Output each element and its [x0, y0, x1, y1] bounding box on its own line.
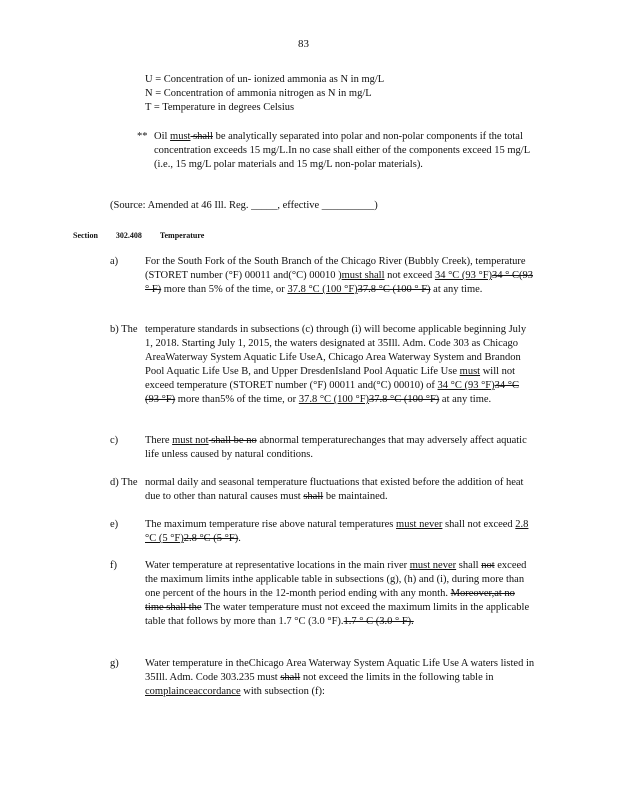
subsection-label: b) The	[110, 324, 138, 335]
subsection-e: e) The maximum temperature rise above natural temperatures must never shall not exceed 2.8 °C (5 °F)2.8 °C (5 °F).	[110, 519, 529, 544]
subsection-label: d) The	[110, 477, 138, 488]
subsection-d: d) The normal daily and seasonal temperature fluctuations that existed before the addition of heat due to other than natural causes must shall be maintained.	[110, 477, 524, 502]
section-heading	[73, 229, 222, 243]
source-note: (Source: Amended at 46 Ill. Reg. _____, effective __________)	[110, 200, 378, 211]
section-label: Section	[73, 231, 98, 240]
variable-definitions	[145, 73, 384, 115]
definition-u: U = Concentration of un- ionized ammonia as N in mg/L	[145, 74, 385, 85]
subsection-c: c) There must not shall be no abnormal temperaturechanges that may adversely affect aquatic life unless caused by natural conditions.	[110, 435, 527, 460]
definition-n: N = Concentration of ammonia nitrogen as N in mg/L	[145, 88, 372, 99]
subsection-a: a) For the South Fork of the South Branch of the Chicago River (Bubbly Creek), temperature (STORET number (°F) 00011 and(°C) 00010 )must shall not exceed 34 °C (93 °F)34 ° C(93 ° F) more than 5% of the time, or 37.8 °C (100 °F)37.8 °C (100 ° F) at any time.	[110, 256, 533, 295]
subsection-label: a)	[110, 256, 119, 267]
footnote-marker: **	[137, 131, 148, 142]
page-number: 83	[298, 38, 309, 50]
definition-t: T = Temperature in degrees Celsius	[145, 102, 295, 113]
subsection-label: g)	[110, 658, 119, 669]
subsection-label: c)	[110, 435, 119, 446]
section-title: Temperature	[159, 231, 205, 240]
subsection-b: b) The temperature standards in subsections (c) through (i) will become applicable beginning July 1, 2018. Starting July 1, 2015, the waters designated at 35Ill. Adm. Code 303 as Chicago AreaWaterway System Aquatic Life UseA, Chicago Area Waterway System and Brandon Pool Aquatic Life Use B, and Upper DresdenIsland Pool Aquatic Life Use must will not exceed temperature (STORET number (°F) 00011 and(°C) 00010) of 34 °C (93 °F)34 °C (93 °F) more than5% of the time, or 37.8 °C (100 °F)37.8 °C (100 °F) at any time.	[110, 324, 527, 405]
oil-footnote: ** Oil must shall be analytically separated into polar and non-polar components if the total concentration exceeds 15 mg/L.In no case shall either of the components exceed 15 mg/L (i.e., 15 mg/L polar materials and 15 mg/L non-polar materials).	[137, 131, 530, 170]
subsection-g: g) Water temperature in theChicago Area Waterway System Aquatic Life Use A waters listed in 35Ill. Adm. Code 303.235 must shall not exceed the limits in the following table in complainceaccordance with subsection (f):	[110, 658, 535, 697]
subsection-label: e)	[110, 519, 119, 530]
section-number: 302.408	[115, 231, 142, 240]
subsection-label: f)	[110, 560, 117, 571]
subsection-f: f) Water temperature at representative locations in the main river must never shall not exceed the maximum limits inthe applicable table in subsections (g), (h) and (i), during more than one percent of the hours in the 12-month period ending with any month. Moreover,at no time shall the The water temperature must not exceed the maximum limits in the applicable table that follows by more than 1.7 °C (3.0 °F).1.7 ° C (3.0 ° F).	[110, 560, 530, 627]
